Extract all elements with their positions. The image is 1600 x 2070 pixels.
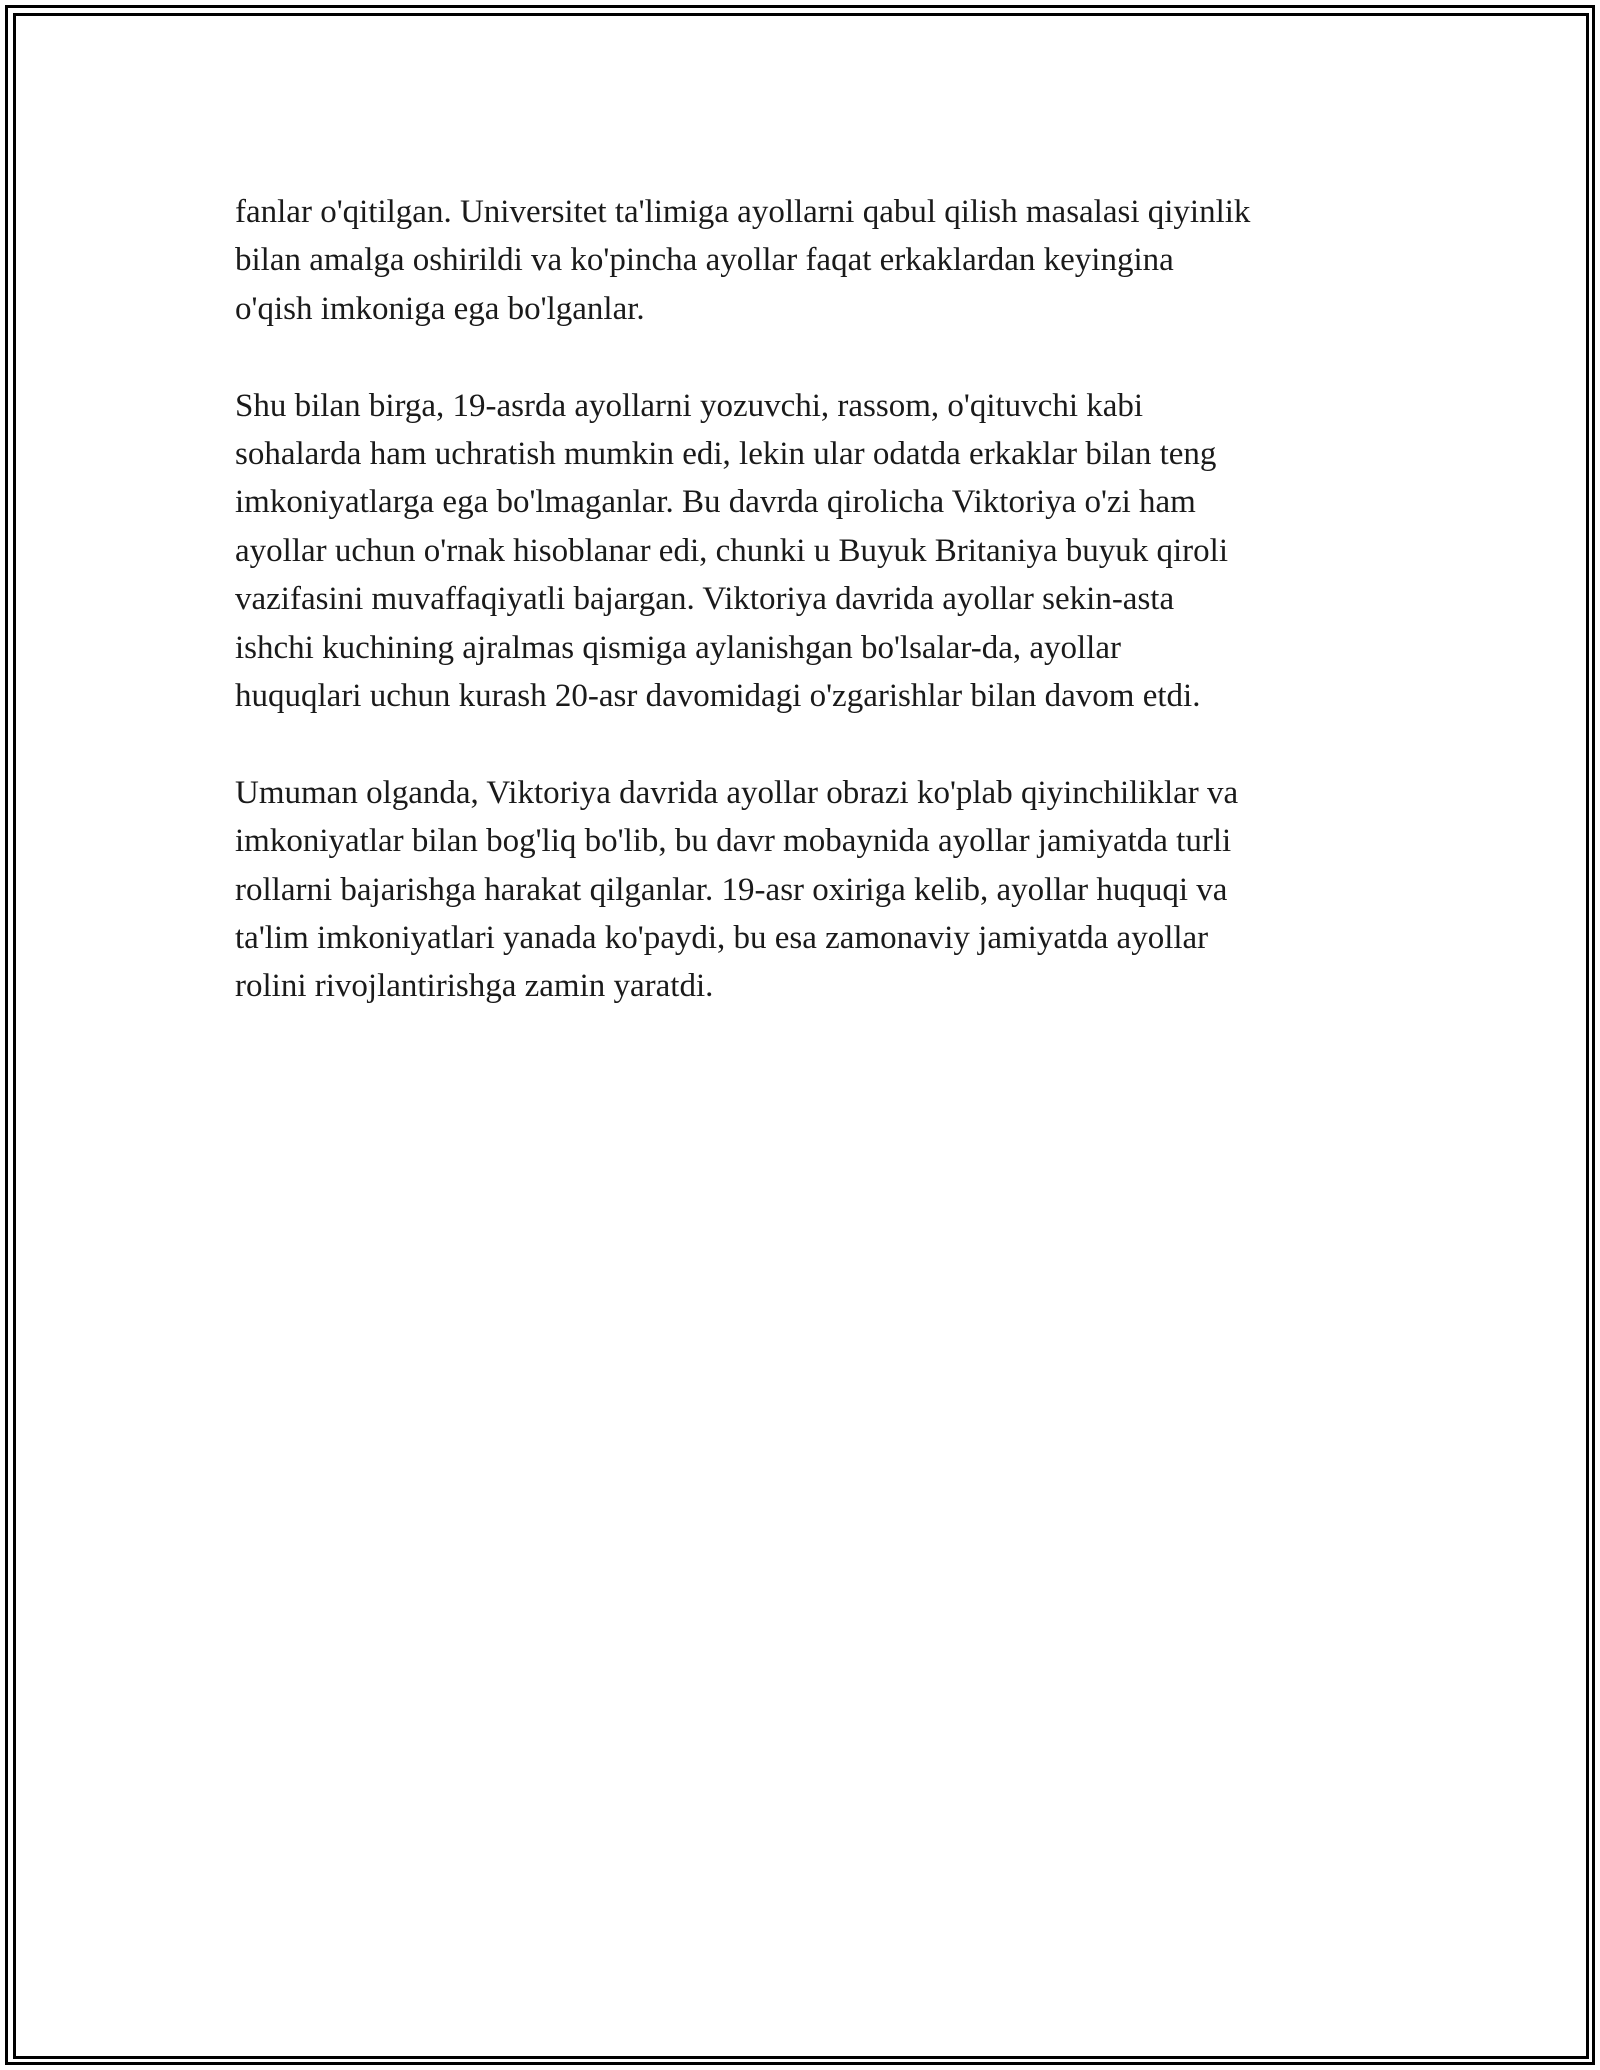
text-line: bilan amalga oshirildi va ko'pincha ayollar faqat erkaklardan keyingina [235, 242, 1174, 279]
text-line: fanlar o'qitilgan. Universitet ta'limiga ayollarni qabul qilish masalasi qiyinlik [235, 194, 1251, 230]
text-line: imkoniyatlarga ega bo'lmaganlar. Bu davrda qirolicha Viktoriya o'zi ham [235, 484, 1196, 521]
text-line: huquqlari uchun kurash 20-asr davomidagi o'zgarishlar bilan davom etdi. [235, 678, 1201, 715]
text-line: imkoniyatlar bilan bog'liq bo'lib, bu davr mobaynida ayollar jamiyatda turli [235, 823, 1232, 860]
text-line: sohalarda ham uchratish mumkin edi, lekin ular odatda erkaklar bilan teng [235, 436, 1217, 473]
paragraph-1 [235, 188, 1385, 333]
paragraph-3 [235, 769, 1385, 1011]
document-body [235, 188, 1385, 1059]
text-line: ayollar uchun o'rnak hisoblanar edi, chunki u Buyuk Britaniya buyuk qiroli [235, 532, 1228, 569]
paragraph-2 [235, 382, 1385, 721]
text-line: o'qish imkoniga ega bo'lganlar. [235, 290, 645, 327]
text-line: Shu bilan birga, 19-asrda ayollarni yozuvchi, rassom, o'qituvchi kabi [235, 387, 1144, 424]
text-line: Umuman olganda, Viktoriya davrida ayollar obrazi ko'plab qiyinchiliklar va [235, 774, 1239, 811]
text-line: ta'lim imkoniyatlari yanada ko'paydi, bu esa zamonaviy jamiyatda ayollar [235, 920, 1209, 957]
text-line: rollarni bajarishga harakat qilganlar. 19-asr oxiriga kelib, ayollar huquqi va [235, 871, 1228, 908]
text-line: rolini rivojlantirishga zamin yaratdi. [235, 968, 714, 1005]
text-line: ishchi kuchining ajralmas qismiga aylanishgan bo'lsalar-da, ayollar [235, 629, 1121, 666]
text-line: vazifasini muvaffaqiyatli bajargan. Viktoriya davrida ayollar sekin-asta [235, 581, 1175, 618]
